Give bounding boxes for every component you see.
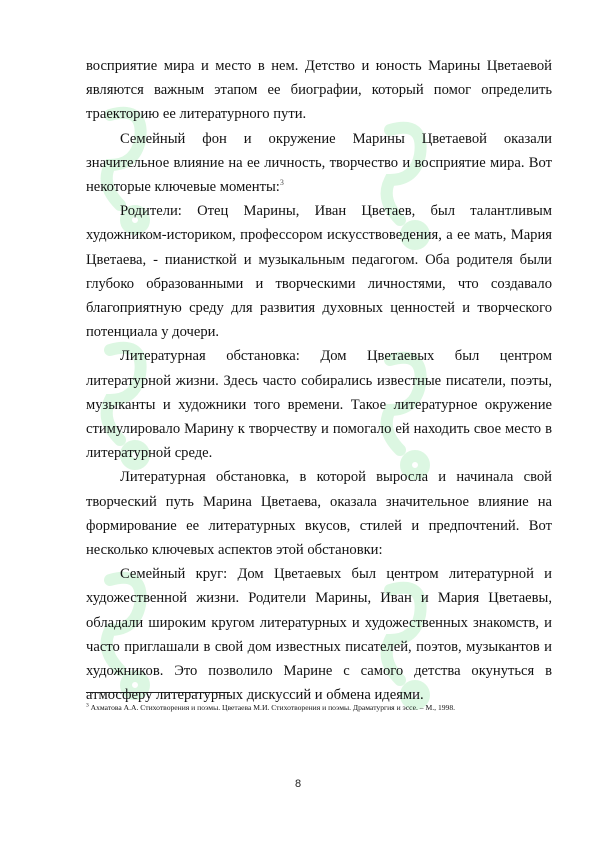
paragraph	[86, 465, 552, 562]
footnote-number: 3	[86, 702, 89, 709]
paragraph	[86, 127, 552, 200]
body-text	[86, 54, 552, 707]
paragraph-text: Литературная обстановка: Дом Цветаевых был центром литературной жизни. Здесь часто собирались известные писатели, поэты, музыканты и художники того времени. Такое литературное окружение стимулировало Марину к творчеству и помогало ей находить свое место в литературной среде.	[86, 348, 552, 462]
paragraph-text: Семейный фон и окружение Марины Цветаевой оказали значительное влияние на ее личность, творчество и восприятие мира. Вот некоторые ключевые моменты:	[86, 130, 552, 196]
paragraph	[86, 562, 552, 707]
paragraph	[86, 54, 552, 127]
paragraph-text: восприятие мира и место в нем. Детство и юность Марины Цветаевой являются важным этапом ее биографии, который помог определить траекторию ее литературного пути.	[86, 58, 552, 123]
paragraph	[86, 199, 552, 344]
footnote-text: Ахматова А.А. Стихотворения и поэмы. Цветаева М.И. Стихотворения и поэмы. Драматургия и эссе. – М., 1998.	[88, 703, 456, 712]
page-number: 8	[294, 778, 302, 790]
paragraph-text: Семейный круг: Дом Цветаевых был центром литературной и художественной жизни. Родители Марины, Иван и Мария Цветаевы, обладали широким кругом литературных и художественных знакомств, и часто приглашали в свой дом известных писателей, поэтов, музыкантов и художников. Это позволило Марине с самого детства окунуться в атмосферу литературных дискуссий и обмена идеями.	[86, 566, 552, 704]
paragraph-text: Родители: Отец Марины, Иван Цветаев, был талантливым художником-историком, профессором искусствоведения, а ее мать, Мария Цветаева, - пианисткой и музыкальным педагогом. Оба родителя были глубоко образованными и творческими личностями, что создавало благоприятную среду для развития духовных ценностей и творческого потенциала у дочери.	[86, 203, 552, 341]
footnote-reference[interactable]: 3	[279, 178, 284, 188]
footnote-divider	[86, 692, 230, 693]
paragraph	[86, 344, 552, 465]
footnote	[86, 703, 552, 713]
paragraph-text: Литературная обстановка, в которой выросла и начинала свой творческий путь Марина Цветаева, оказала значительное влияние на формирование ее литературных вкусов, стилей и предпочтений. Вот несколько ключевых аспектов этой обстановки:	[86, 469, 552, 559]
